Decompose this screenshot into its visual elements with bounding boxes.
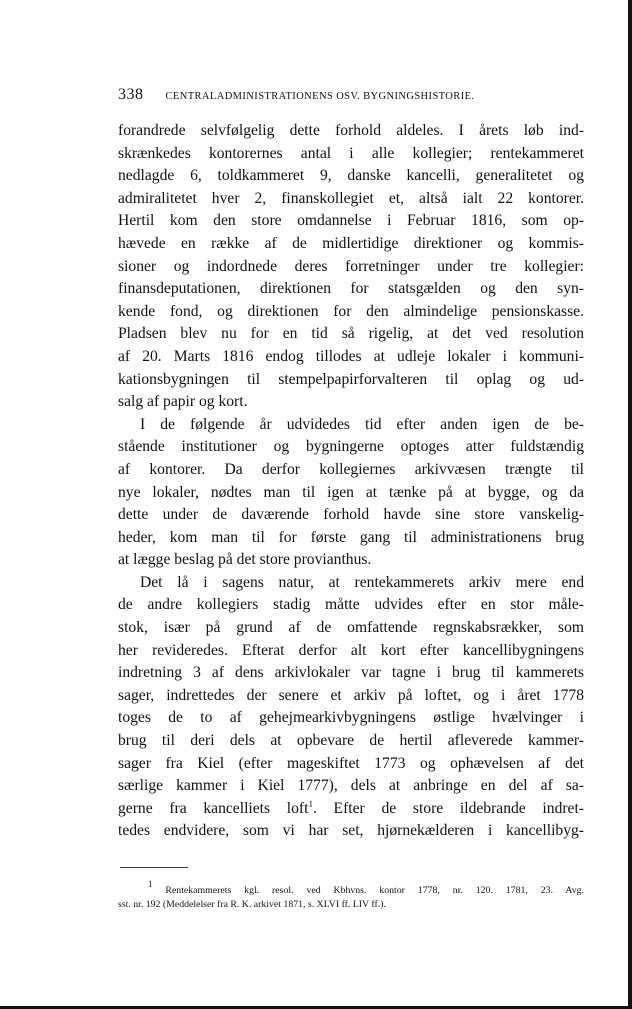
text-line: stok, især på grund af de omfattende regnskabsrækker, som bbox=[118, 619, 584, 637]
text-line: tedes endvidere, som vi har set, hjørnekælderen i kancellibyg- bbox=[118, 822, 584, 840]
text-line: Pladsen blev nu for en tid så rigelig, at det ved resolution bbox=[118, 325, 584, 343]
text-line: toges de to af gehejmearkivbygningens østlige hvælvinger i bbox=[118, 709, 584, 727]
text-line: brug til deri dels at opbevare de hertil afleverede kammer- bbox=[118, 732, 584, 750]
running-title: CENTRALADMINISTRATIONENS OSV. BYGNINGSHISTORIE. bbox=[165, 91, 475, 102]
text-line: hævede en række af de midlertidige direktioner og kommis- bbox=[118, 234, 584, 252]
text-line: af kontorer. Da derfor kollegiernes arkivvæsen trængte til bbox=[118, 460, 584, 478]
running-header bbox=[118, 86, 584, 104]
text-line: af 20. Marts 1816 endog tillodes at udleje lokaler i kommuni- bbox=[118, 347, 584, 365]
text-line: nye lokaler, nødtes man til igen at tænke på at bygge, og da bbox=[118, 483, 584, 501]
text-fragment: gerne fra kancelliets loft bbox=[118, 799, 309, 817]
text-line: kende fond, og direktionen for den almindelige pensionskasse. bbox=[118, 302, 584, 320]
footnote bbox=[118, 879, 584, 912]
text-line: de andre kollegiers stadig måtte udvides efter en stor måle- bbox=[118, 596, 584, 614]
text-line: at lægge beslag på det store provianthus. bbox=[118, 551, 372, 569]
text-line: forandrede selvfølgelig dette forhold aldeles. I årets løb ind- bbox=[118, 122, 584, 139]
footnote-text: Rentekammerets kgl. resol. ved Kbhvns. kontor 1778, nr. 120. 1781, 23. Avg. bbox=[165, 885, 584, 896]
text-line: nedlagde 6, toldkammeret 9, danske kancelli, generalitetet og bbox=[118, 167, 584, 185]
text-line: indretning 3 af dens arkivlokaler var tagne i brug til kammerets bbox=[118, 664, 584, 682]
scan-edge-right bbox=[628, 0, 632, 1009]
text-line: særlige kammer i Kiel 1777), dels at anbringe en del af sa- bbox=[118, 777, 584, 795]
footnote-reference[interactable]: 1 bbox=[308, 798, 313, 809]
body-text bbox=[118, 120, 584, 843]
text-line: salg af papir og kort. bbox=[118, 393, 248, 411]
text-line: Det lå i sagens natur, at rentekammerets arkiv mere end bbox=[140, 573, 584, 591]
text-line: I de følgende år udvidedes tid efter anden igen de be- bbox=[140, 415, 584, 433]
text-fragment: . Efter de store ildebrande indret- bbox=[312, 799, 584, 817]
text-line: Hertil kom den store omdannelse i Februar 1816, som op- bbox=[118, 212, 584, 230]
text-line: sager fra Kiel (efter mageskiftet 1773 og ophævelsen af det bbox=[118, 754, 584, 772]
text-line: her revideredes. Efterat derfor alt kort efter kancellibygningens bbox=[118, 641, 584, 659]
book-page bbox=[118, 86, 584, 912]
text-line-with-footnote-ref bbox=[118, 798, 584, 821]
text-line: heder, kom man til for første gang til administrationens brug bbox=[118, 528, 584, 546]
footnote-line: sst. nr. 192 (Meddelelser fra R. K. arkivet 1871, s. XLVI ff. LIV ff.). bbox=[118, 899, 386, 910]
text-line: sager, indrettedes der senere et arkiv på loftet, og i året 1778 bbox=[118, 686, 584, 704]
text-line: finansdeputationen, direktionen for statsgælden og den syn- bbox=[118, 280, 584, 298]
text-line: kationsbygningen til stempelpapirforvalteren til oplag og ud- bbox=[118, 370, 584, 388]
text-line: skrænkedes kontorernes antal i alle kollegier; rentekammeret bbox=[118, 144, 584, 162]
text-line: admiralitetet hver 2, finanskollegiet et, altså ialt 22 kontorer. bbox=[118, 189, 584, 207]
text-line: stående institutioner og bygningerne optoges atter fuldstændig bbox=[118, 438, 584, 456]
text-line: dette under de daværende forhold havde sine store vanskelig- bbox=[118, 506, 584, 524]
text-line: sioner og indordnede deres forretninger under tre kollegier: bbox=[118, 257, 584, 275]
footnote-separator bbox=[120, 867, 188, 868]
footnote-line bbox=[118, 879, 584, 898]
footnote-marker: 1 bbox=[148, 879, 153, 889]
page-number: 338 bbox=[118, 86, 144, 103]
